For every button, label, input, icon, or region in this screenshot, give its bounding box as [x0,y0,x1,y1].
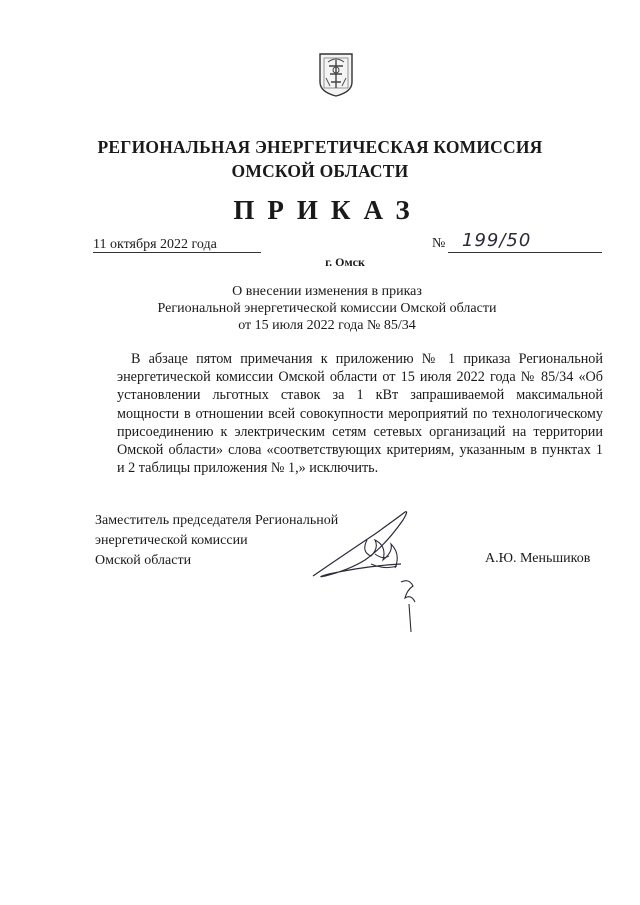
signer-title [95,511,338,571]
document-number: 199/50 [462,230,532,251]
date-underline [93,252,261,253]
body-line: присоединению к электрическим сетям сетевых организаций на территории [117,423,603,440]
signer-name: А.Ю. Меньшиков [485,551,591,566]
body-line: установлении льготных ставок за 1 кВт запрашиваемой максимальной [117,387,603,404]
number-label: № [432,236,446,251]
omsk-coat-of-arms-icon [318,52,354,98]
document-city: г. Омск [325,255,365,269]
number-underline [448,252,602,253]
document-date: 11 октября 2022 года [93,237,217,252]
signer-title-line2: энергетической комиссии [95,533,248,548]
signer-title-line1: Заместитель председателя Региональной [95,513,339,528]
document-subject [0,283,640,334]
organization-name-line2: ОМСКОЙ ОБЛАСТИ [231,161,409,181]
subject-line1: О внесении изменения в приказ [232,284,422,299]
document-body [117,350,603,477]
document-type: ПРИКАЗ [233,195,423,225]
organization-name-line1: РЕГИОНАЛЬНАЯ ЭНЕРГЕТИЧЕСКАЯ КОМИССИЯ [97,137,543,157]
subject-line2: Региональной энергетической комиссии Омской области [157,301,497,316]
subject-line3: от 15 июля 2022 года № 85/34 [238,318,416,333]
signer-title-line3: Омской области [95,553,192,568]
handwritten-signature [305,494,445,634]
body-line: и 2 таблицы приложения № 1,» исключить. [117,460,379,477]
body-line: Омской области» слова «соответствующих критериям, указанным в пунктах 1 [117,442,603,459]
body-line: В абзаце пятом примечания к приложению № 1 приказа Региональной [131,351,603,367]
body-line: энергетической комиссии Омской области от 15 июля 2022 года № 85/34 «Об [117,369,603,386]
body-line: мощности в отношении всей совокупности мероприятий по технологическому [117,405,603,422]
